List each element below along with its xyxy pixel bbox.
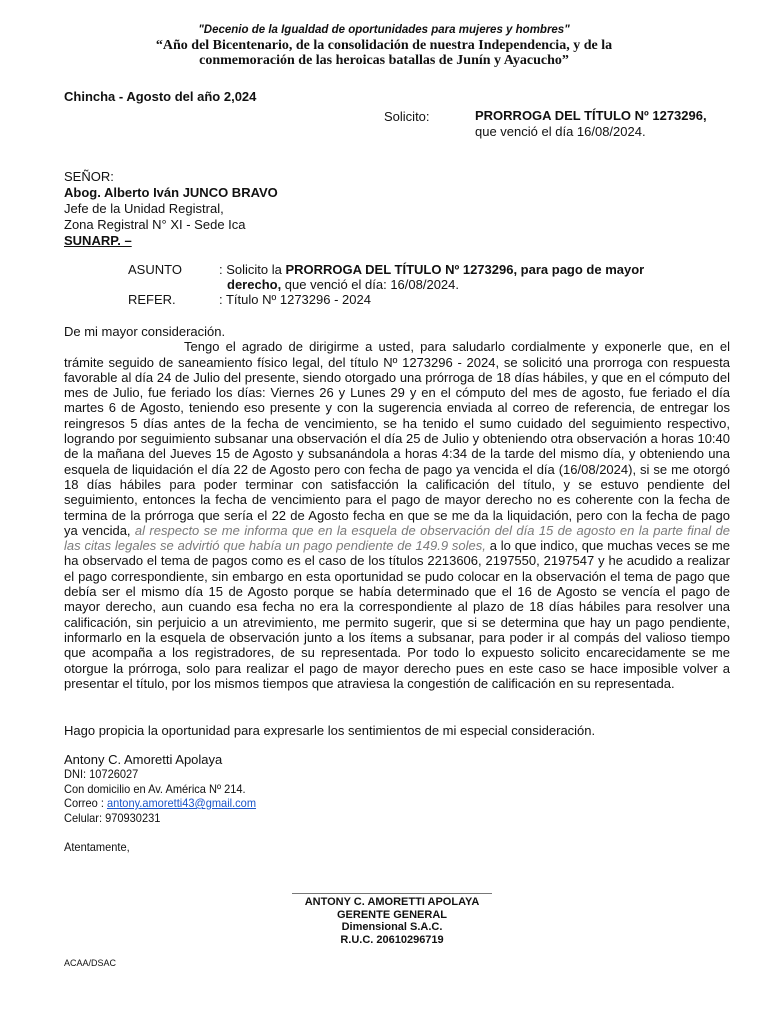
closing-line: Hago propicia la oportunidad para expresarle los sentimientos de mi especial consideración. [64,723,596,738]
anio-line-2: conmemoración de las heroicas batallas de Junín y Ayacucho” [199,53,569,68]
signature-title: GERENTE GENERAL [336,908,447,921]
decenio-header: "Decenio de la Igualdad de oportunidades para mujeres y hombres" [198,24,570,36]
body-part-3: a lo que indico, que muchas veces se me ha observado el tema de pagos como es el caso de los títulos 2213606, 2197550, 2197547 y he acudido a realizar el pago correspondiente, sin embargo en esta oportunidad se pudo colocar en la observación el tema de pago que debía ser el mismo día 15 de Agosto porque se había determinado que el 16 de Agosto se vencía el pago de mayor derecho, aun cuando esa fecha no era la correspondiente al plazo de 18 días hábiles para resolver una calificación, sin perjuicio a un atrevimiento, me permito sugerir, que si se determina que hay un pago pendiente, informarlo en la esquela de observación junto a los ítems a subsanar, para poder ir al compás del valioso tiempo que acompaña a los registradores, de su representada. Por todo lo expuesto solicito encarecidamente se me otorgue la prórroga, solo para realizar el pago de mayor derecho pues en este caso se hace imposible volver a presentar el título, por los mismos tiempos que atraviesa la congestión de calificación en su representada. [64,538,730,691]
asunto-bold-2: derecho, [227,277,282,292]
letter-body [64,324,730,691]
addressee-org: SUNARP. – [64,233,132,248]
addressee-name: Abog. Alberto Iván JUNCO BRAVO [64,185,278,200]
signature-line [292,893,492,894]
signature-ruc: R.U.C. 20610296719 [340,933,444,946]
solicito-label: Solicito: [384,109,430,124]
anio-header [0,38,768,68]
addressee-position: Jefe de la Unidad Registral, [64,201,224,216]
place-date: Chincha - Agosto del año 2,024 [64,89,257,104]
reference-initials: ACAA/DSAC [64,958,117,968]
sender-dni: DNI: 10726027 [64,767,139,781]
reference-block [0,262,768,310]
anio-line-1: “Año del Bicentenario, de la consolidación de nuestra Independencia, y de la [155,38,613,53]
sender-domicilio: Con domicilio en Av. América Nº 214. [64,781,246,796]
signature-company: Dimensional S.A.C. [341,921,443,933]
body-part-1: Tengo el agrado de dirigirme a usted, para saludarlo cordialmente y exponerle que, en el trámite seguido de saneamiento físico legal, del título Nº 1273296 - 2024, se solicitó una prorroga con respuesta favorable al día 24 de Julio del presente, siendo otorgado una prórroga de 18 días hábiles, y que en el cómputo del mes de Julio, fue feriado los días: Viernes 26 y Lunes 29 y en el cómputo del mes de agosto, fue feriado el día martes 6 de Agosto, teniendo eso presente y con la sugerencia enviada al correo de referencia, de entregar los reingresos 5 días antes de la fecha de vencimiento, se ha tenido el sumo cuidado del seguimiento respectivo, logrando por seguimiento subsanar una observación el día 25 de Julio y obteniendo otra observación a horas 10:40 de la mañana del Jueves 15 de Agosto y subsanándola a horas 4:34 de la tarde del mismo día, y obteniendo una esquela de liquidación el día 22 de Agosto pero con fecha de pago ya vencida el día (16/08/2024), si se me otorgó 18 días hábiles para poder terminar con satisfacción la calificación del título, y se estuvo pendiente del seguimiento, entonces la fecha de vencimiento para el pago de mayor derecho no es coherente con la fecha de termina de la prórroga que sería el 22 de Agosto fecha en que se me da la liquidación, pero con la fecha de pago ya vencida, [64,339,730,538]
solicito-rest: que venció el día 16/08/2024. [475,124,646,139]
signature-name: ANTONY C. AMORETTI APOLAYA [304,896,480,908]
atentamente: Atentamente, [64,840,130,854]
sender-name: Antony C. Amoretti Apolaya [64,752,223,767]
signature-block [292,896,492,946]
body-italic-note: al respecto se me informa que en la esquela de observación del día 15 de agosto en la parte final de las citas legales se advirtió que había un pago pendiente de 149.9 soles, [64,522,730,554]
correo-label: Correo : [64,796,107,810]
refer-label: REFER. [128,292,176,307]
asunto-prefix: : Solicito la [219,262,286,277]
solicito-bold: PRORROGA DEL TÍTULO Nº 1273296, [475,108,707,123]
asunto-line-2 [227,277,459,292]
refer-value: : Título Nº 1273296 - 2024 [219,292,371,307]
addressee-block [64,169,278,249]
asunto-line-1 [219,262,644,277]
greeting: De mi mayor consideración. [64,324,226,339]
solicito-text [475,108,710,140]
salutation: SEÑOR: [64,169,114,184]
asunto-label: ASUNTO [128,262,182,277]
sender-details [64,767,256,825]
addressee-zone: Zona Registral N° XI - Sede Ica [64,217,246,232]
asunto-bold-1: PRORROGA DEL TÍTULO Nº 1273296, para pago de mayor [285,262,645,277]
asunto-rest: que venció el día: 16/08/2024. [281,277,459,292]
main-paragraph [64,339,730,691]
email-link[interactable]: antony.amoretti43@gmail.com [106,796,257,810]
sender-celular: Celular: 970930231 [64,810,161,825]
sender-correo [64,796,256,811]
